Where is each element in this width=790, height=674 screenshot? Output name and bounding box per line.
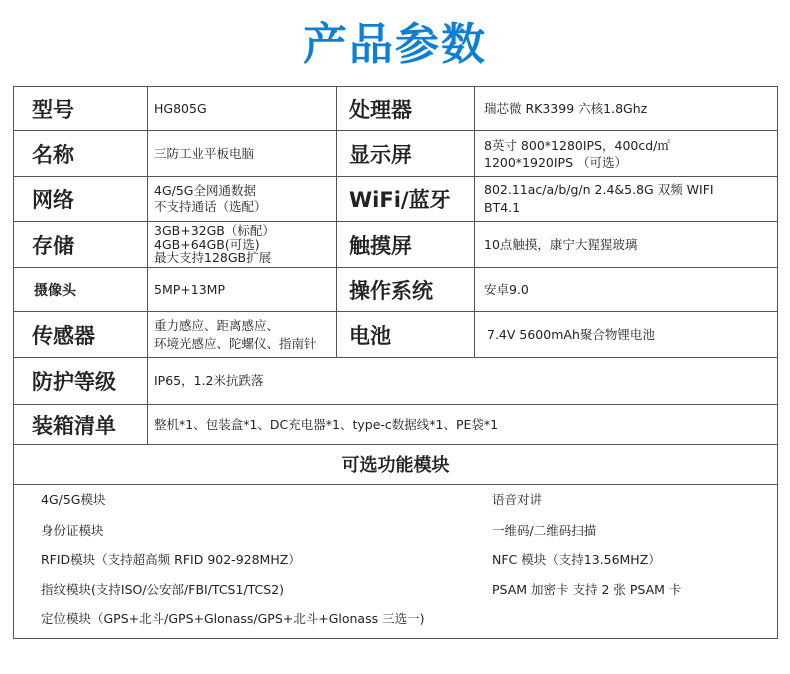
model-label: 型号: [32, 97, 74, 122]
spec-table: [13, 86, 778, 639]
storage-value: 3GB+32GB（标配） 4GB+64GB(可选) 最大支持128GB扩展: [154, 223, 275, 266]
protection-value: IP65，1.2米抗跌落: [154, 373, 264, 388]
battery-label: 电池: [349, 323, 391, 348]
packing-value: 整机*1、包装盒*1、DC充电器*1、type-c数据线*1、PE袋*1: [154, 416, 499, 432]
camera-label: 摄像头: [34, 282, 76, 299]
optional-item-left: 定位模块（GPS+北斗/GPS+Glonass/GPS+北斗+Glonass 三选一): [41, 611, 425, 626]
wifi-label: WiFi/蓝牙: [349, 188, 451, 212]
network-value: 4G/5G全网通数据 不支持通话（选配）: [154, 183, 267, 214]
name-value: 三防工业平板电脑: [154, 145, 255, 161]
os-value: 安卓9.0: [484, 281, 529, 297]
network-label: 网络: [32, 188, 74, 212]
sensor-value: 重力感应、距离感应、 环境光感应、陀螺仪、指南针: [154, 317, 317, 351]
optional-item-left: 4G/5G模块: [41, 492, 106, 507]
battery-value: 7.4V 5600mAh聚合物锂电池: [487, 326, 655, 342]
name-label: 名称: [32, 142, 74, 167]
protection-label: 防护等级: [32, 370, 116, 394]
display-value: 8英寸 800*1280IPS，400cd/㎡ 1200*1920IPS （可选）: [484, 137, 670, 170]
display-label: 显示屏: [349, 142, 412, 167]
camera-value: 5MP+13MP: [154, 281, 225, 297]
model-value: HG805G: [154, 100, 207, 116]
optional-item-right: 语音对讲: [492, 492, 543, 507]
optional-item-left: 身份证模块: [41, 523, 104, 538]
os-label: 操作系统: [349, 278, 433, 303]
wifi-value: 802.11ac/a/b/g/n 2.4&5.8G 双频 WIFI BT4.1: [484, 182, 714, 215]
optional-item-right: NFC 模块（支持13.56MHZ）: [492, 552, 661, 567]
sensor-label: 传感器: [32, 323, 95, 348]
cpu-value: 瑞芯微 RK3399 六核1.8Ghz: [484, 100, 648, 116]
packing-label: 装箱清单: [32, 413, 116, 438]
cpu-label: 处理器: [349, 97, 412, 122]
touch-value: 10点触摸，康宁大猩猩玻璃: [484, 236, 638, 252]
storage-label: 存储: [32, 233, 74, 258]
optional-item-right: 一维码/二维码扫描: [492, 523, 597, 538]
page-title: 产品参数: [303, 19, 487, 70]
optional-item-left: 指纹模块(支持ISO/公安部/FBI/TCS1/TCS2): [41, 582, 285, 597]
optional-modules-title: 可选功能模块: [341, 455, 450, 476]
optional-item-left: RFID模块（支持超高频 RFID 902-928MHZ）: [41, 552, 301, 567]
optional-item-right: PSAM 加密卡 支持 2 张 PSAM 卡: [492, 582, 682, 597]
touch-label: 触摸屏: [349, 233, 412, 258]
